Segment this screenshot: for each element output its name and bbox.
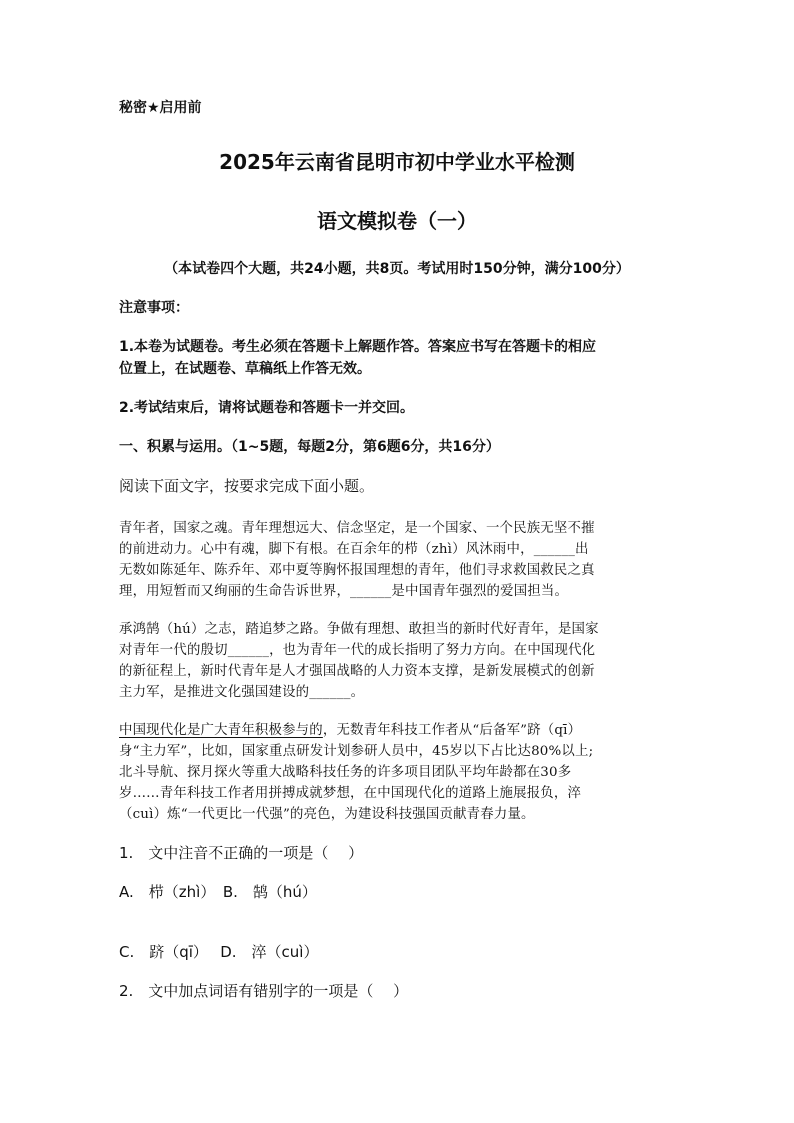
passage-p2-line: 对青年一代的殷切______，也为青年一代的成长指明了努力方向。在中国现代化 bbox=[119, 643, 596, 658]
passage-p2-line: 的新征程上，新时代青年是人才强国战略的人力资本支撑，是新发展模式的创新 bbox=[119, 664, 595, 679]
passage-p1-line: 无数如陈延年、陈乔年、邓中夏等胸怀报国理想的青年，他们寻求救国救民之真 bbox=[119, 563, 595, 578]
exam-subtitle: 语文模拟卷（一） bbox=[317, 209, 477, 233]
passage-p2-line: 承鸿鹄（hú）之志，踏追梦之路。争做有理想、敢担当的新时代好青年，是国家 bbox=[119, 622, 599, 637]
note-item-2: 2.考试结束后，请将试题卷和答题卡一并交回。 bbox=[119, 400, 415, 416]
passage-p1-line: 理，用短暂而又绚丽的生命告诉世界，______是中国青年强烈的爱国担当。 bbox=[119, 584, 569, 599]
exam-title: 2025年云南省昆明市初中学业水平检测 bbox=[219, 150, 575, 174]
passage-p3-line: （cuì）炼“一代更比一代强”的亮色，为建设科技强国贡献青春力量。 bbox=[119, 807, 535, 822]
passage-p2-line: 主力军，是推进文化强国建设的______。 bbox=[119, 685, 365, 700]
section-1-instruction: 阅读下面文字，按要求完成下面小题。 bbox=[119, 477, 375, 495]
note-item-1-line-1: 1.本卷为试题卷。考生必须在答题卡上解题作答。答案应书写在答题卡的相应 bbox=[119, 339, 597, 355]
exam-info: （本试卷四个大题，共24小题，共8页。考试用时150分钟，满分100分） bbox=[164, 261, 630, 277]
passage-p1-line: 青年者，国家之魂。青年理想远大、信念坚定，是一个国家、一个民族无坚不摧 bbox=[119, 521, 595, 536]
section-1-heading: 一、积累与运用。（1~5题，每题2分，第6题6分，共16分） bbox=[119, 439, 500, 455]
passage-p3-line: 身“主力军”，比如，国家重点研发计划参研人员中，45岁以下占比达80%以上; bbox=[119, 744, 594, 759]
underlined-sentence: 中国现代化是广大青年积极参与的 bbox=[119, 723, 323, 738]
passage-p3-line: 北斗导航、探月探火等重大战略科技任务的许多项目团队平均年龄都在30多 bbox=[119, 765, 572, 780]
question-1-options-cd: C. 跻（qī） D. 淬（cuì） bbox=[119, 943, 319, 961]
passage-p3-line bbox=[119, 719, 581, 738]
question-2: 2. 文中加点词语有错别字的一项是（ ） bbox=[119, 982, 409, 1000]
notes-heading: 注意事项： bbox=[119, 300, 189, 316]
secret-label: 秘密★启用前 bbox=[119, 100, 202, 116]
question-1: 1. 文中注音不正确的一项是（ ） bbox=[119, 844, 364, 862]
passage-p1-line: 的前进动力。心中有魂，脚下有根。在百余年的栉（zhì）风沐雨中，______出 bbox=[119, 542, 589, 557]
question-1-options-ab: A. 栉（zhì） B. 鹄（hú） bbox=[119, 883, 317, 901]
passage-p3-line: 岁……青年科技工作者用拼搏成就梦想，在中国现代化的道路上施展报负，淬 bbox=[119, 786, 582, 801]
note-item-1-line-2: 位置上，在试题卷、草稿纸上作答无效。 bbox=[119, 361, 371, 377]
passage-p3-first-rest: ，无数青年科技工作者从“后备军”跻（qī） bbox=[322, 723, 582, 738]
